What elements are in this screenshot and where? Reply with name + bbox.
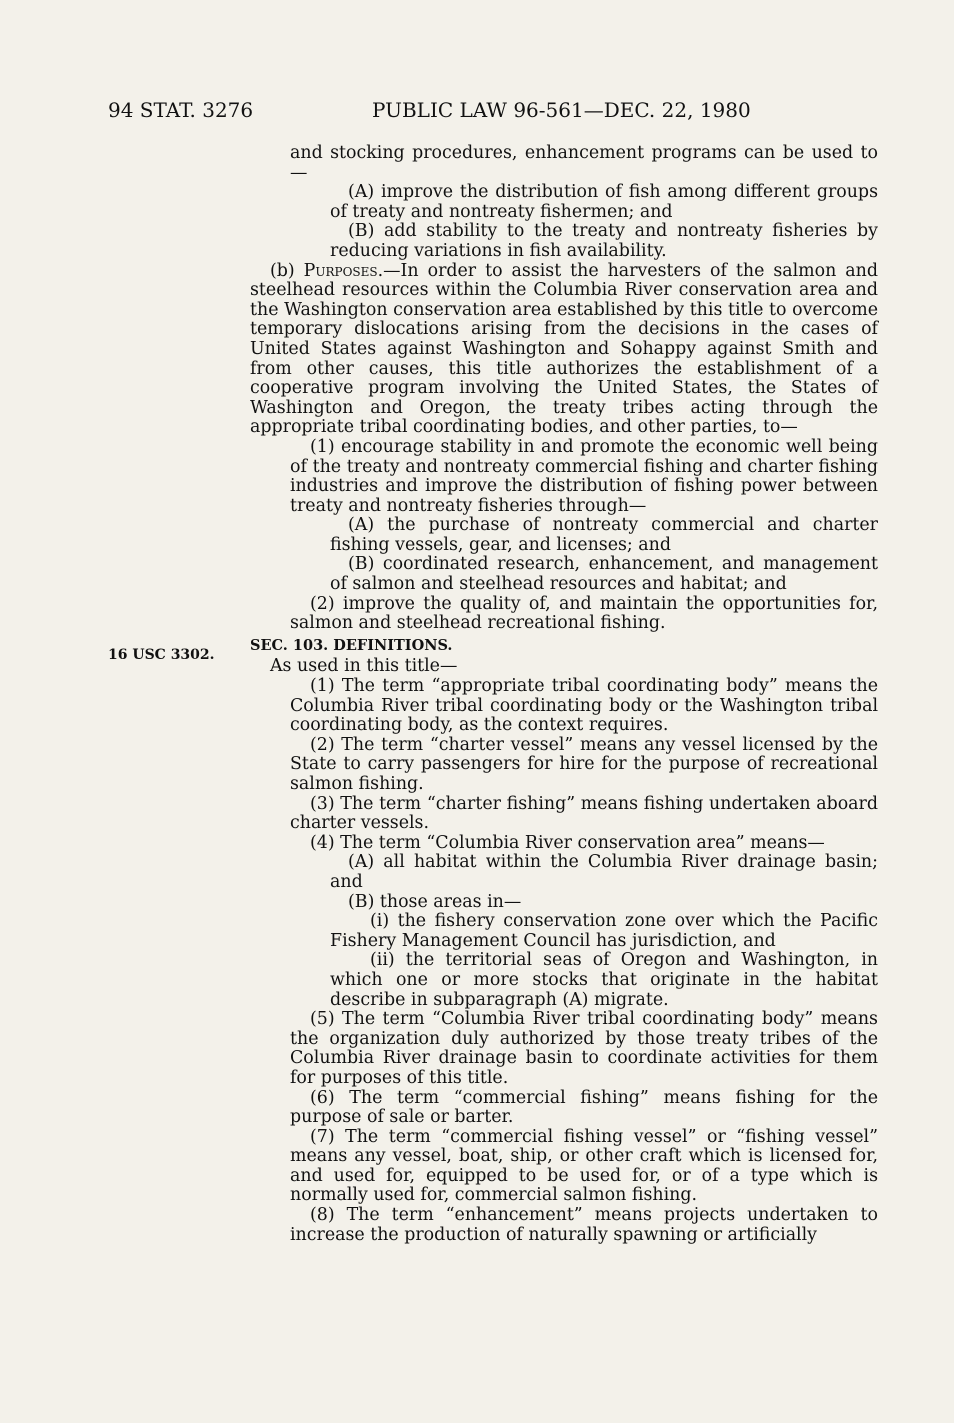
purpose-1-b: (B) coordinated research, enhancement, and management of salmon and steelhead resources and habitat; and: [330, 554, 878, 595]
definition-4-a: (A) all habitat within the Columbia River drainage basin; and: [330, 852, 878, 892]
definition-4: (4) The term “Columbia River conservation area” means—: [310, 832, 825, 853]
subparagraph-b: (B) add stability to the treaty and nontreaty fisheries by reducing variations in fish availability.: [330, 221, 878, 261]
body-text: [250, 144, 878, 1245]
section-heading: SEC. 103. DEFINITIONS.: [250, 636, 453, 654]
definition-8: (8) The term “enhancement” means projects undertaken to increase the production of naturally spawning or artificially: [290, 1205, 878, 1245]
usc-margin-note: 16 USC 3302.: [108, 647, 215, 663]
definition-4-b: (B) those areas in—: [348, 891, 522, 912]
subparagraph-a: (A) improve the distribution of fish among different groups of treaty and nontreaty fishermen; and: [330, 182, 878, 222]
stat-reference: 94 STAT. 3276: [108, 98, 254, 122]
purposes-text: .—In order to assist the harvesters of the salmon and steelhead resources within the Columbia River conservation area and the Washington conservation area established by this title to overcome temporary dislocations arising from the decisions in the cases of United States against Washington and Sohappy against Smith and from other causes, this title authorizes the establishment of a cooperative program involving the United States, the States of Washington and Oregon, the treaty tribes acting through the appropriate tribal coordinating bodies, and other parties, to—: [250, 260, 879, 438]
running-header: PUBLIC LAW 96-561—DEC. 22, 1980: [372, 98, 751, 122]
definition-3: (3) The term “charter fishing” means fishing undertaken aboard charter vessels.: [290, 793, 878, 834]
definition-7: (7) The term “commercial fishing vessel” or “fishing vessel” means any vessel, boat, ship, or other craft which is licensed for, and used for, equipped to be used for, or of a type which is normally used for, commercial salmon fishing.: [290, 1126, 878, 1206]
definitions-intro: As used in this title—: [270, 656, 458, 677]
purpose-1-a: (A) the purchase of nontreaty commercial and charter fishing vessels, gear, and licenses; and: [330, 515, 878, 555]
purposes-paragraph: [250, 262, 878, 438]
paragraph-continuation: and stocking procedures, enhancement programs can be used to—: [290, 143, 878, 183]
definition-1: (1) The term “appropriate tribal coordinating body” means the Columbia River tribal coordinating body or the Washington tribal coordinating body, as the context requires.: [290, 676, 878, 736]
purpose-2: (2) improve the quality of, and maintain the opportunities for, salmon and steelhead recreational fishing.: [290, 593, 878, 634]
definition-4-b-ii: (ii) the territorial seas of Oregon and Washington, in which one or more stocks that originate in the habitat describe in subparagraph (A) migrate.: [330, 950, 878, 1010]
purposes-heading: Purposes: [303, 260, 378, 281]
definition-2: (2) The term “charter vessel” means any vessel licensed by the State to carry passengers for hire for the purpose of recreational salmon fishing.: [290, 734, 878, 794]
definition-5: (5) The term “Columbia River tribal coordinating body” means the organization duly authorized by those treaty tribes of the Columbia River drainage basin to coordinate activities for them for purposes of this title.: [290, 1009, 878, 1088]
definition-6: (6) The term “commercial fishing” means fishing for the purpose of sale or barter.: [290, 1087, 878, 1128]
purpose-1: (1) encourage stability in and promote the economic well being of the treaty and nontreaty commercial fishing and charter fishing industries and improve the distribution of fishing power between treaty and nontreaty fisheries through—: [290, 436, 878, 516]
definition-4-b-i: (i) the fishery conservation zone over which the Pacific Fishery Management Council has jurisdiction, and: [330, 911, 878, 951]
purposes-lead: (b): [270, 260, 304, 281]
